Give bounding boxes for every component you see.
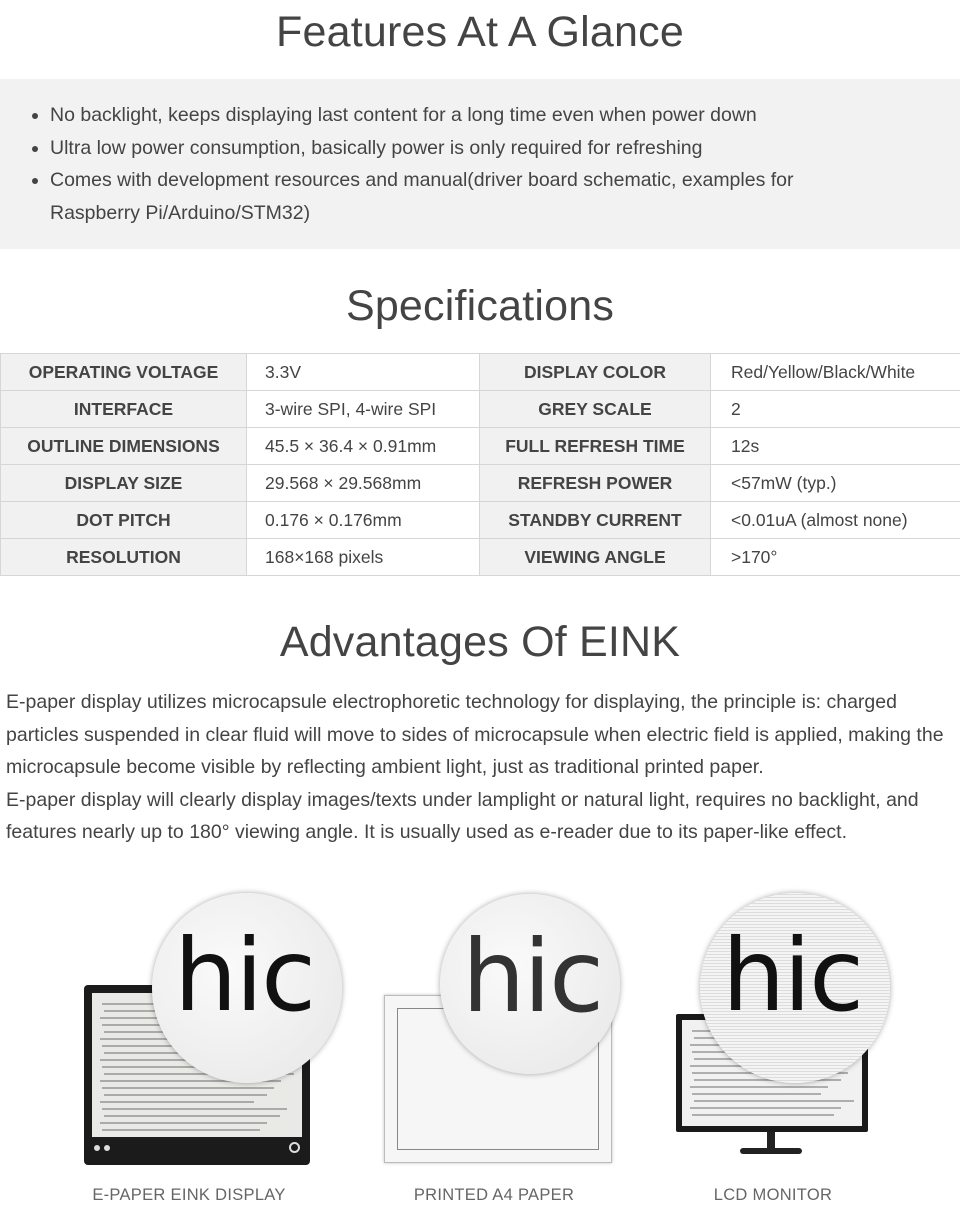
spec-key: REFRESH POWER bbox=[480, 465, 711, 502]
spec-value: 12s bbox=[711, 428, 960, 465]
spec-value: <57mW (typ.) bbox=[711, 465, 960, 502]
advantages-title: Advantages Of EINK bbox=[279, 618, 681, 666]
features-list bbox=[0, 79, 960, 229]
spec-key: RESOLUTION bbox=[1, 539, 247, 576]
screen-text-line bbox=[690, 1107, 841, 1109]
spec-value: <0.01uA (almost none) bbox=[711, 502, 960, 539]
spec-value: Red/Yellow/Black/White bbox=[711, 354, 960, 391]
spec-key: VIEWING ANGLE bbox=[480, 539, 711, 576]
lcd-monitor-stand bbox=[740, 1132, 802, 1158]
table-row bbox=[1, 502, 960, 539]
spec-value: >170° bbox=[711, 539, 960, 576]
lcd-caption: LCD MONITOR bbox=[713, 1186, 833, 1204]
table-row bbox=[1, 539, 960, 576]
feature-item: Comes with development resources and manual(driver board schematic, examples for Raspberry Pi/Arduino/STM32) bbox=[50, 164, 960, 229]
features-panel bbox=[0, 79, 960, 249]
advantages-paragraph: E-paper display utilizes microcapsule electrophoretic technology for displaying, the principle is: charged particles suspended in clear fluid will move to sides of microcapsule when electric field is applied, making the microcapsule become visible by reflecting ambient light, just as traditional printed paper. bbox=[6, 691, 944, 778]
eink-magnifier bbox=[152, 893, 342, 1083]
specifications-table bbox=[0, 353, 960, 576]
zoom-sample-text: hic bbox=[462, 918, 603, 1035]
screen-text-line bbox=[692, 1114, 834, 1116]
paper-caption: PRINTED A4 PAPER bbox=[413, 1186, 575, 1204]
spec-key: DISPLAY SIZE bbox=[1, 465, 247, 502]
spec-value: 3.3V bbox=[247, 354, 480, 391]
feature-item: No backlight, keeps displaying last content for a long time even when power down bbox=[50, 99, 960, 132]
spec-value: 29.568 × 29.568mm bbox=[247, 465, 480, 502]
screen-text-line bbox=[690, 1086, 828, 1088]
spec-key: OPERATING VOLTAGE bbox=[1, 354, 247, 391]
eink-caption: E-PAPER EINK DISPLAY bbox=[92, 1186, 286, 1204]
features-title: Features At A Glance bbox=[276, 8, 684, 56]
feature-item: Ultra low power consumption, basically power is only required for refreshing bbox=[50, 132, 960, 165]
screen-text-line bbox=[100, 1122, 267, 1124]
spec-key: GREY SCALE bbox=[480, 391, 711, 428]
spec-key: DISPLAY COLOR bbox=[480, 354, 711, 391]
advantages-text bbox=[6, 686, 958, 849]
spec-key: INTERFACE bbox=[1, 391, 247, 428]
lcd-magnifier bbox=[700, 893, 890, 1083]
screen-text-line bbox=[692, 1093, 821, 1095]
table-row bbox=[1, 465, 960, 502]
spec-value: 2 bbox=[711, 391, 960, 428]
spec-key: OUTLINE DIMENSIONS bbox=[1, 428, 247, 465]
screen-text-line bbox=[104, 1115, 280, 1117]
specifications-title: Specifications bbox=[345, 282, 615, 330]
screen-text-line bbox=[102, 1108, 287, 1110]
spec-key: STANDBY CURRENT bbox=[480, 502, 711, 539]
screen-text-line bbox=[102, 1087, 274, 1089]
table-row bbox=[1, 428, 960, 465]
screen-text-line bbox=[102, 1129, 260, 1131]
advantages-paragraph: E-paper display will clearly display images/texts under lamplight or natural light, requires no backlight, and features nearly up to 180° viewing angle. It is usually used as e-reader due to its paper-like effect. bbox=[6, 788, 919, 843]
zoom-sample-text: hic bbox=[174, 917, 315, 1034]
spec-value: 0.176 × 0.176mm bbox=[247, 502, 480, 539]
table-row bbox=[1, 391, 960, 428]
spec-value: 168×168 pixels bbox=[247, 539, 480, 576]
paper-magnifier bbox=[440, 894, 620, 1074]
screen-text-line bbox=[694, 1100, 854, 1102]
table-row bbox=[1, 354, 960, 391]
screen-text-line bbox=[104, 1094, 267, 1096]
spec-value: 45.5 × 36.4 × 0.91mm bbox=[247, 428, 480, 465]
screen-text-line bbox=[100, 1101, 254, 1103]
spec-key: DOT PITCH bbox=[1, 502, 247, 539]
spec-value: 3-wire SPI, 4-wire SPI bbox=[247, 391, 480, 428]
zoom-sample-text: hic bbox=[722, 917, 863, 1034]
spec-key: FULL REFRESH TIME bbox=[480, 428, 711, 465]
